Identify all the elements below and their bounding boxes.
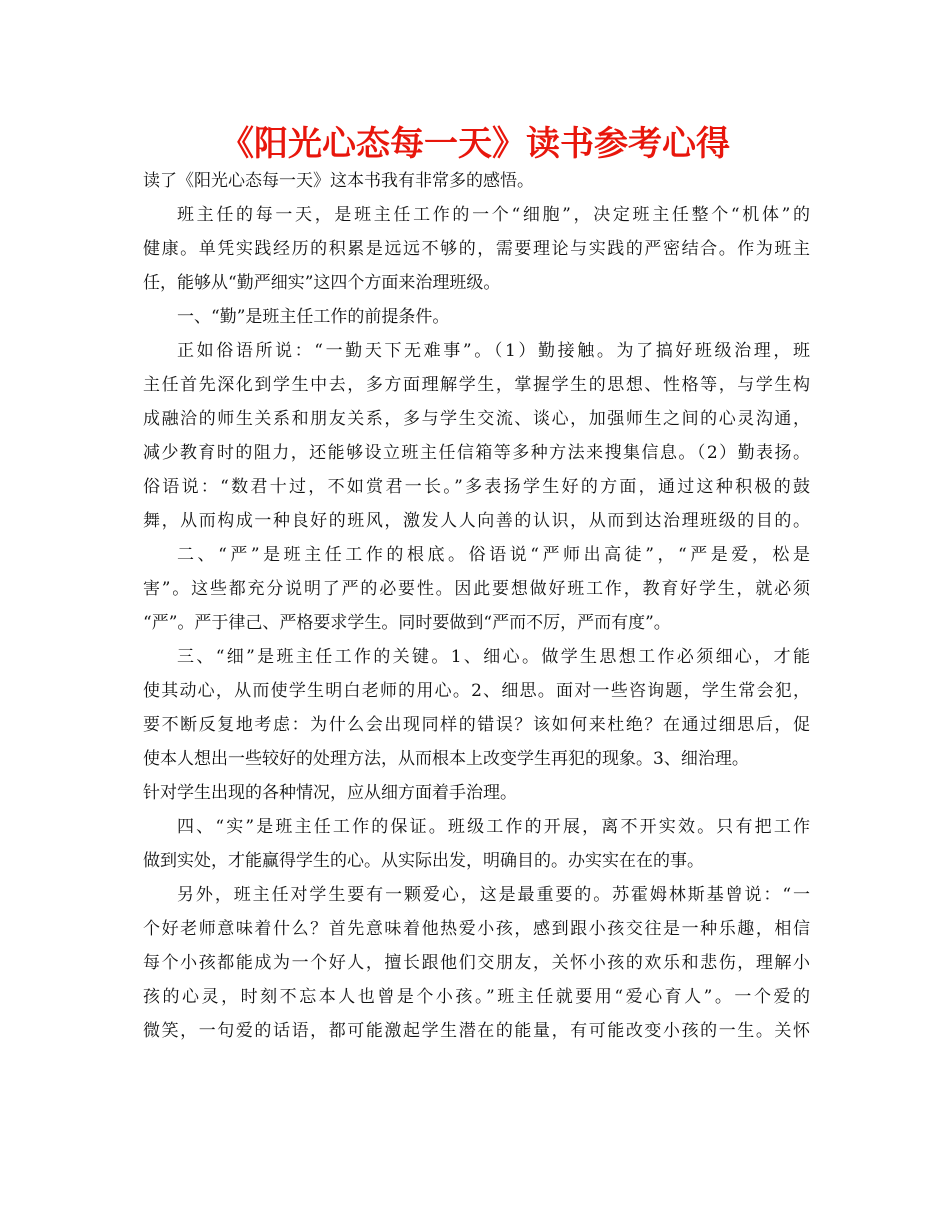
text-line: 减少教育时的阻力，还能够设立班主任信箱等多种方法来搜集信息。（2）勤表扬。 xyxy=(143,443,810,463)
document-body xyxy=(143,164,810,1048)
document-title: 《阳光心态每一天》读书参考心得 xyxy=(220,124,730,164)
text-line: 班主任的每一天，是班主任工作的一个“细胞”，决定班主任整个“机体”的 xyxy=(177,205,810,225)
text-line: 微笑，一句爱的话语，都可能激起学生潜在的能量，有可能改变小孩的一生。关怀 xyxy=(143,1021,810,1041)
text-line: 使本人想出一些较好的处理方法，从而根本上改变学生再犯的现象。3、细治理。 xyxy=(143,749,749,769)
text-line: 个好老师意味着什么？首先意味着他热爱小孩，感到跟小孩交往是一种乐趣，相信 xyxy=(143,919,810,939)
text-line: 俗语说：“数君十过，不如赏君一长。”多表扬学生好的方面，通过这种积极的鼓 xyxy=(143,477,810,497)
text-line: 使其动心，从而使学生明白老师的用心。2、细思。面对一些咨询题，学生常会犯， xyxy=(143,681,810,701)
text-line: 读了《阳光心态每一天》这本书我有非常多的感悟。 xyxy=(143,171,534,191)
text-line: 任，能够从“勤严细实”这四个方面来治理班级。 xyxy=(143,273,501,293)
text-line: 正如俗语所说：“一勤天下无难事”。（1）勤接触。为了搞好班级治理，班 xyxy=(177,341,810,361)
text-line: 要不断反复地考虑：为什么会出现同样的错误？该如何来杜绝？在通过细思后，促 xyxy=(143,715,810,735)
text-line: “严”。严于律己、严格要求学生。同时要做到“严而不厉，严而有度”。 xyxy=(143,613,671,633)
text-line: 主任首先深化到学生中去，多方面理解学生，掌握学生的思想、性格等，与学生构 xyxy=(143,375,810,395)
text-line: 二、“严”是班主任工作的根底。俗语说“严师出高徒”，“严是爱，松是 xyxy=(177,545,810,565)
text-line: 成融洽的师生关系和朋友关系，多与学生交流、谈心，加强师生之间的心灵沟通， xyxy=(143,409,810,429)
text-line: 孩的心灵，时刻不忘本人也曾是个小孩。”班主任就要用“爱心育人”。一个爱的 xyxy=(143,987,810,1007)
text-line: 每个小孩都能成为一个好人，擅长跟他们交朋友，关怀小孩的欢乐和悲伤，理解小 xyxy=(143,953,810,973)
text-line: 害”。这些都充分说明了严的必要性。因此要想做好班工作，教育好学生，就必须 xyxy=(143,579,810,599)
text-line: 健康。单凭实践经历的积累是远远不够的，需要理论与实践的严密结合。作为班主 xyxy=(143,239,810,259)
text-line: 四、“实”是班主任工作的保证。班级工作的开展，离不开实效。只有把工作 xyxy=(177,817,810,837)
text-line: 三、“细”是班主任工作的关键。1、细心。做学生思想工作必须细心，才能 xyxy=(177,647,810,667)
text-line: 一、“勤”是班主任工作的前提条件。 xyxy=(177,307,450,327)
text-line: 做到实处，才能赢得学生的心。从实际出发，明确目的。办实实在在的事。 xyxy=(143,851,704,871)
text-line: 另外，班主任对学生要有一颗爱心，这是最重要的。苏霍姆林斯基曾说：“一 xyxy=(177,885,810,905)
text-line: 针对学生出现的各种情况，应从细方面着手治理。 xyxy=(143,783,517,803)
text-line: 舞，从而构成一种良好的班风，激发人人向善的认识，从而到达治理班级的目的。 xyxy=(143,511,810,531)
